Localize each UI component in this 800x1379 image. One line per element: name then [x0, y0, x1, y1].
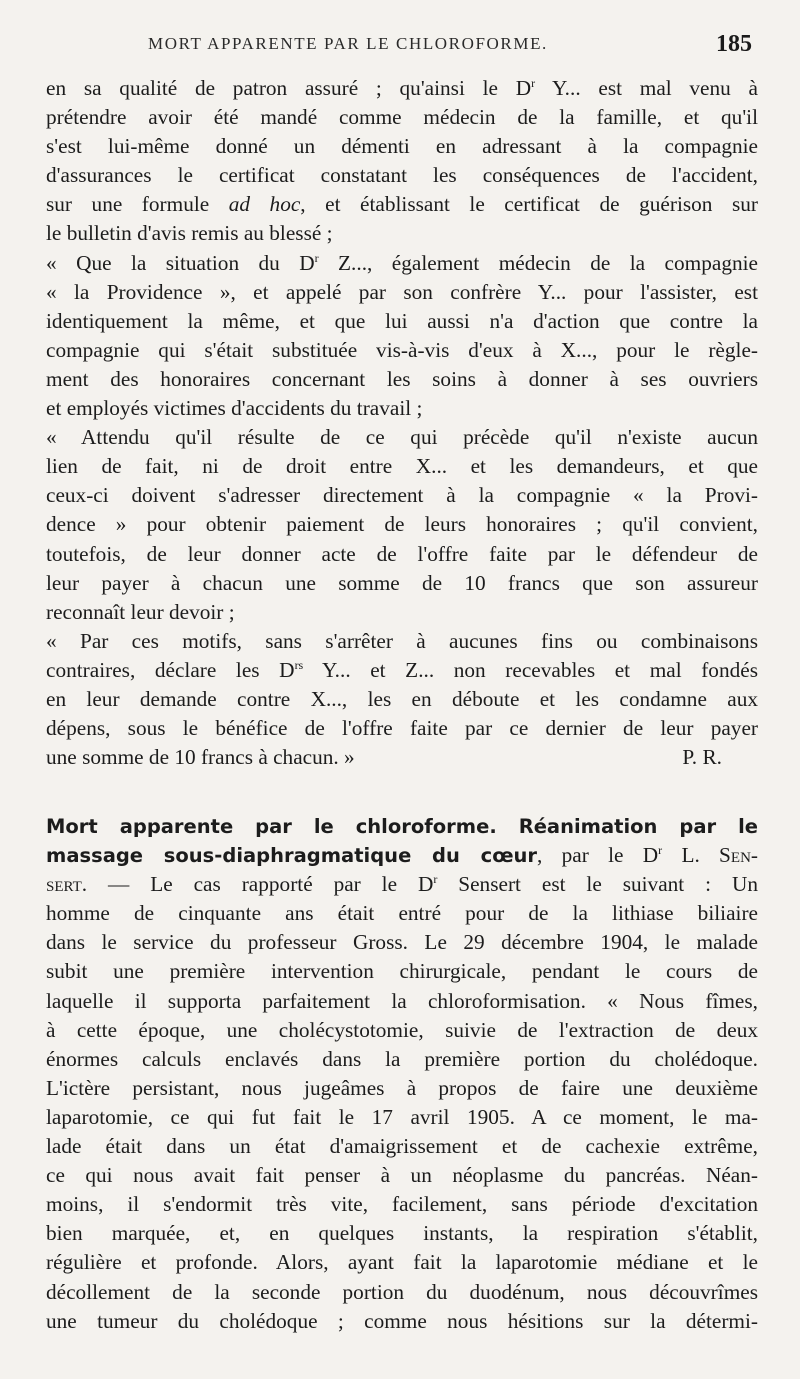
text-line: « la Providence », et appelé par son confrère Y... pour l'assister, est	[46, 279, 758, 304]
text-line: lien de fait, ni de droit entre X... et les demandeurs, et que	[46, 454, 758, 479]
text-line: décollement de la seconde portion du duodénum, nous découvrîmes	[46, 1279, 758, 1304]
text-line: prétendre avoir été mandé comme médecin de la famille, et qu'il	[46, 105, 758, 130]
text-line: laparotomie, ce qui fut fait le 17 avril 1905. A ce moment, le ma-	[46, 1104, 758, 1129]
text-line: « Que la situation du $D^r$ Z..., également médecin de la compagnie	[46, 250, 758, 275]
text-line: contraires, déclare les $D^{rs}$ Y... et Z... non recevables et mal fondés	[46, 657, 758, 682]
text-line: le bulletin d'avis remis au blessé ;	[46, 221, 333, 246]
article-title-line: massage sous-diaphragmatique du cœur, par le $D^r$ L. Sen-	[46, 843, 758, 868]
text-line: s'est lui-même donné un démenti en adressant à la compagnie	[46, 134, 758, 159]
text-line: dans le service du professeur Gross. Le 29 décembre 1904, le malade	[46, 930, 758, 955]
text-line: d'assurances le certificat constatant les conséquences de l'accident,	[46, 163, 758, 188]
text-line: sur une formule ad hoc, et établissant le certificat de guérison sur	[46, 192, 758, 217]
text-line: ceux-ci doivent s'adresser directement à la compagnie « la Provi-	[46, 483, 758, 508]
text-line: moins, il s'endormit très vite, facilement, sans période d'excitation	[46, 1192, 758, 1217]
text-line: « Par ces motifs, sans s'arrêter à aucunes fins ou combinaisons	[46, 628, 758, 653]
text-line: dence » pour obtenir paiement de leurs honoraires ; qu'il convient,	[46, 512, 758, 537]
running-title: MORT APPARENTE PAR LE CHLOROFORME.	[148, 34, 548, 53]
text-line: régulière et profonde. Alors, ayant fait la laparotomie médiane et le	[46, 1250, 758, 1275]
article-author: L. Sen-	[662, 843, 758, 868]
text-line: énormes calculs enclavés dans la première portion du cholédoque.	[46, 1046, 758, 1071]
text-line: sert. — Le cas rapporté par le $D^r$ Sensert est le suivant : Un	[46, 872, 758, 897]
text-line: en leur demande contre X..., les en déboute et les condamne aux	[46, 686, 758, 711]
page-number: 185	[716, 31, 752, 57]
text-line: ce qui nous avait fait penser à un néoplasme du pancréas. Néan-	[46, 1163, 758, 1188]
text-line: lade était dans un état d'amaigrissement et de cachexie extrême,	[46, 1134, 758, 1159]
article-title: Mort apparente par le chloroforme. Réanimation par le	[46, 815, 758, 838]
text-line: une tumeur du cholédoque ; comme nous hésitions sur la détermi-	[46, 1308, 758, 1333]
text-line: laquelle il supporta parfaitement la chloroformisation. « Nous fîmes,	[46, 988, 758, 1013]
text-line: « Attendu qu'il résulte de ce qui précède qu'il n'existe aucun	[46, 425, 758, 450]
text-line: une somme de 10 francs à chacun. » P. R.	[46, 743, 758, 772]
text-line: bien marquée, et, en quelques instants, la respiration s'établit,	[46, 1221, 758, 1246]
text-line: et employés victimes d'accidents du travail ;	[46, 396, 423, 421]
text-line: reconnaît leur devoir ;	[46, 599, 235, 624]
article-section	[46, 812, 758, 1336]
text-line: dépens, sous le bénéfice de l'offre faite par ce dernier de leur payer	[46, 716, 758, 741]
text-line: subit une première intervention chirurgicale, pendant le cours de	[46, 959, 758, 984]
text-line: homme de cinquante ans était entré pour de la lithiase biliaire	[46, 901, 758, 926]
text-line: en sa qualité de patron assuré ; qu'ainsi le $D^r$ Y... est mal venu à	[46, 76, 758, 100]
text-line: ment des honoraires concernant les soins à donner à ses ouvriers	[46, 366, 758, 391]
text-line: identiquement la même, et que lui aussi n'a d'action que contre la	[46, 308, 758, 333]
signature: P. R.	[682, 745, 722, 770]
judgment-text	[46, 74, 758, 772]
text-line: à cette époque, une cholécystotomie, suivie de l'extraction de deux	[46, 1017, 758, 1042]
text-line: L'ictère persistant, nous jugeâmes à propos de faire une deuxième	[46, 1075, 758, 1100]
text-line: toutefois, de leur donner acte de l'offre faite par le défendeur de	[46, 541, 758, 566]
page-header	[0, 31, 800, 64]
text-line: compagnie qui s'était substituée vis-à-vis d'eux à X..., pour le règle-	[46, 337, 758, 362]
article-title-line	[46, 812, 758, 841]
text-line: leur payer à chacun une somme de 10 francs que son assureur	[46, 570, 758, 595]
